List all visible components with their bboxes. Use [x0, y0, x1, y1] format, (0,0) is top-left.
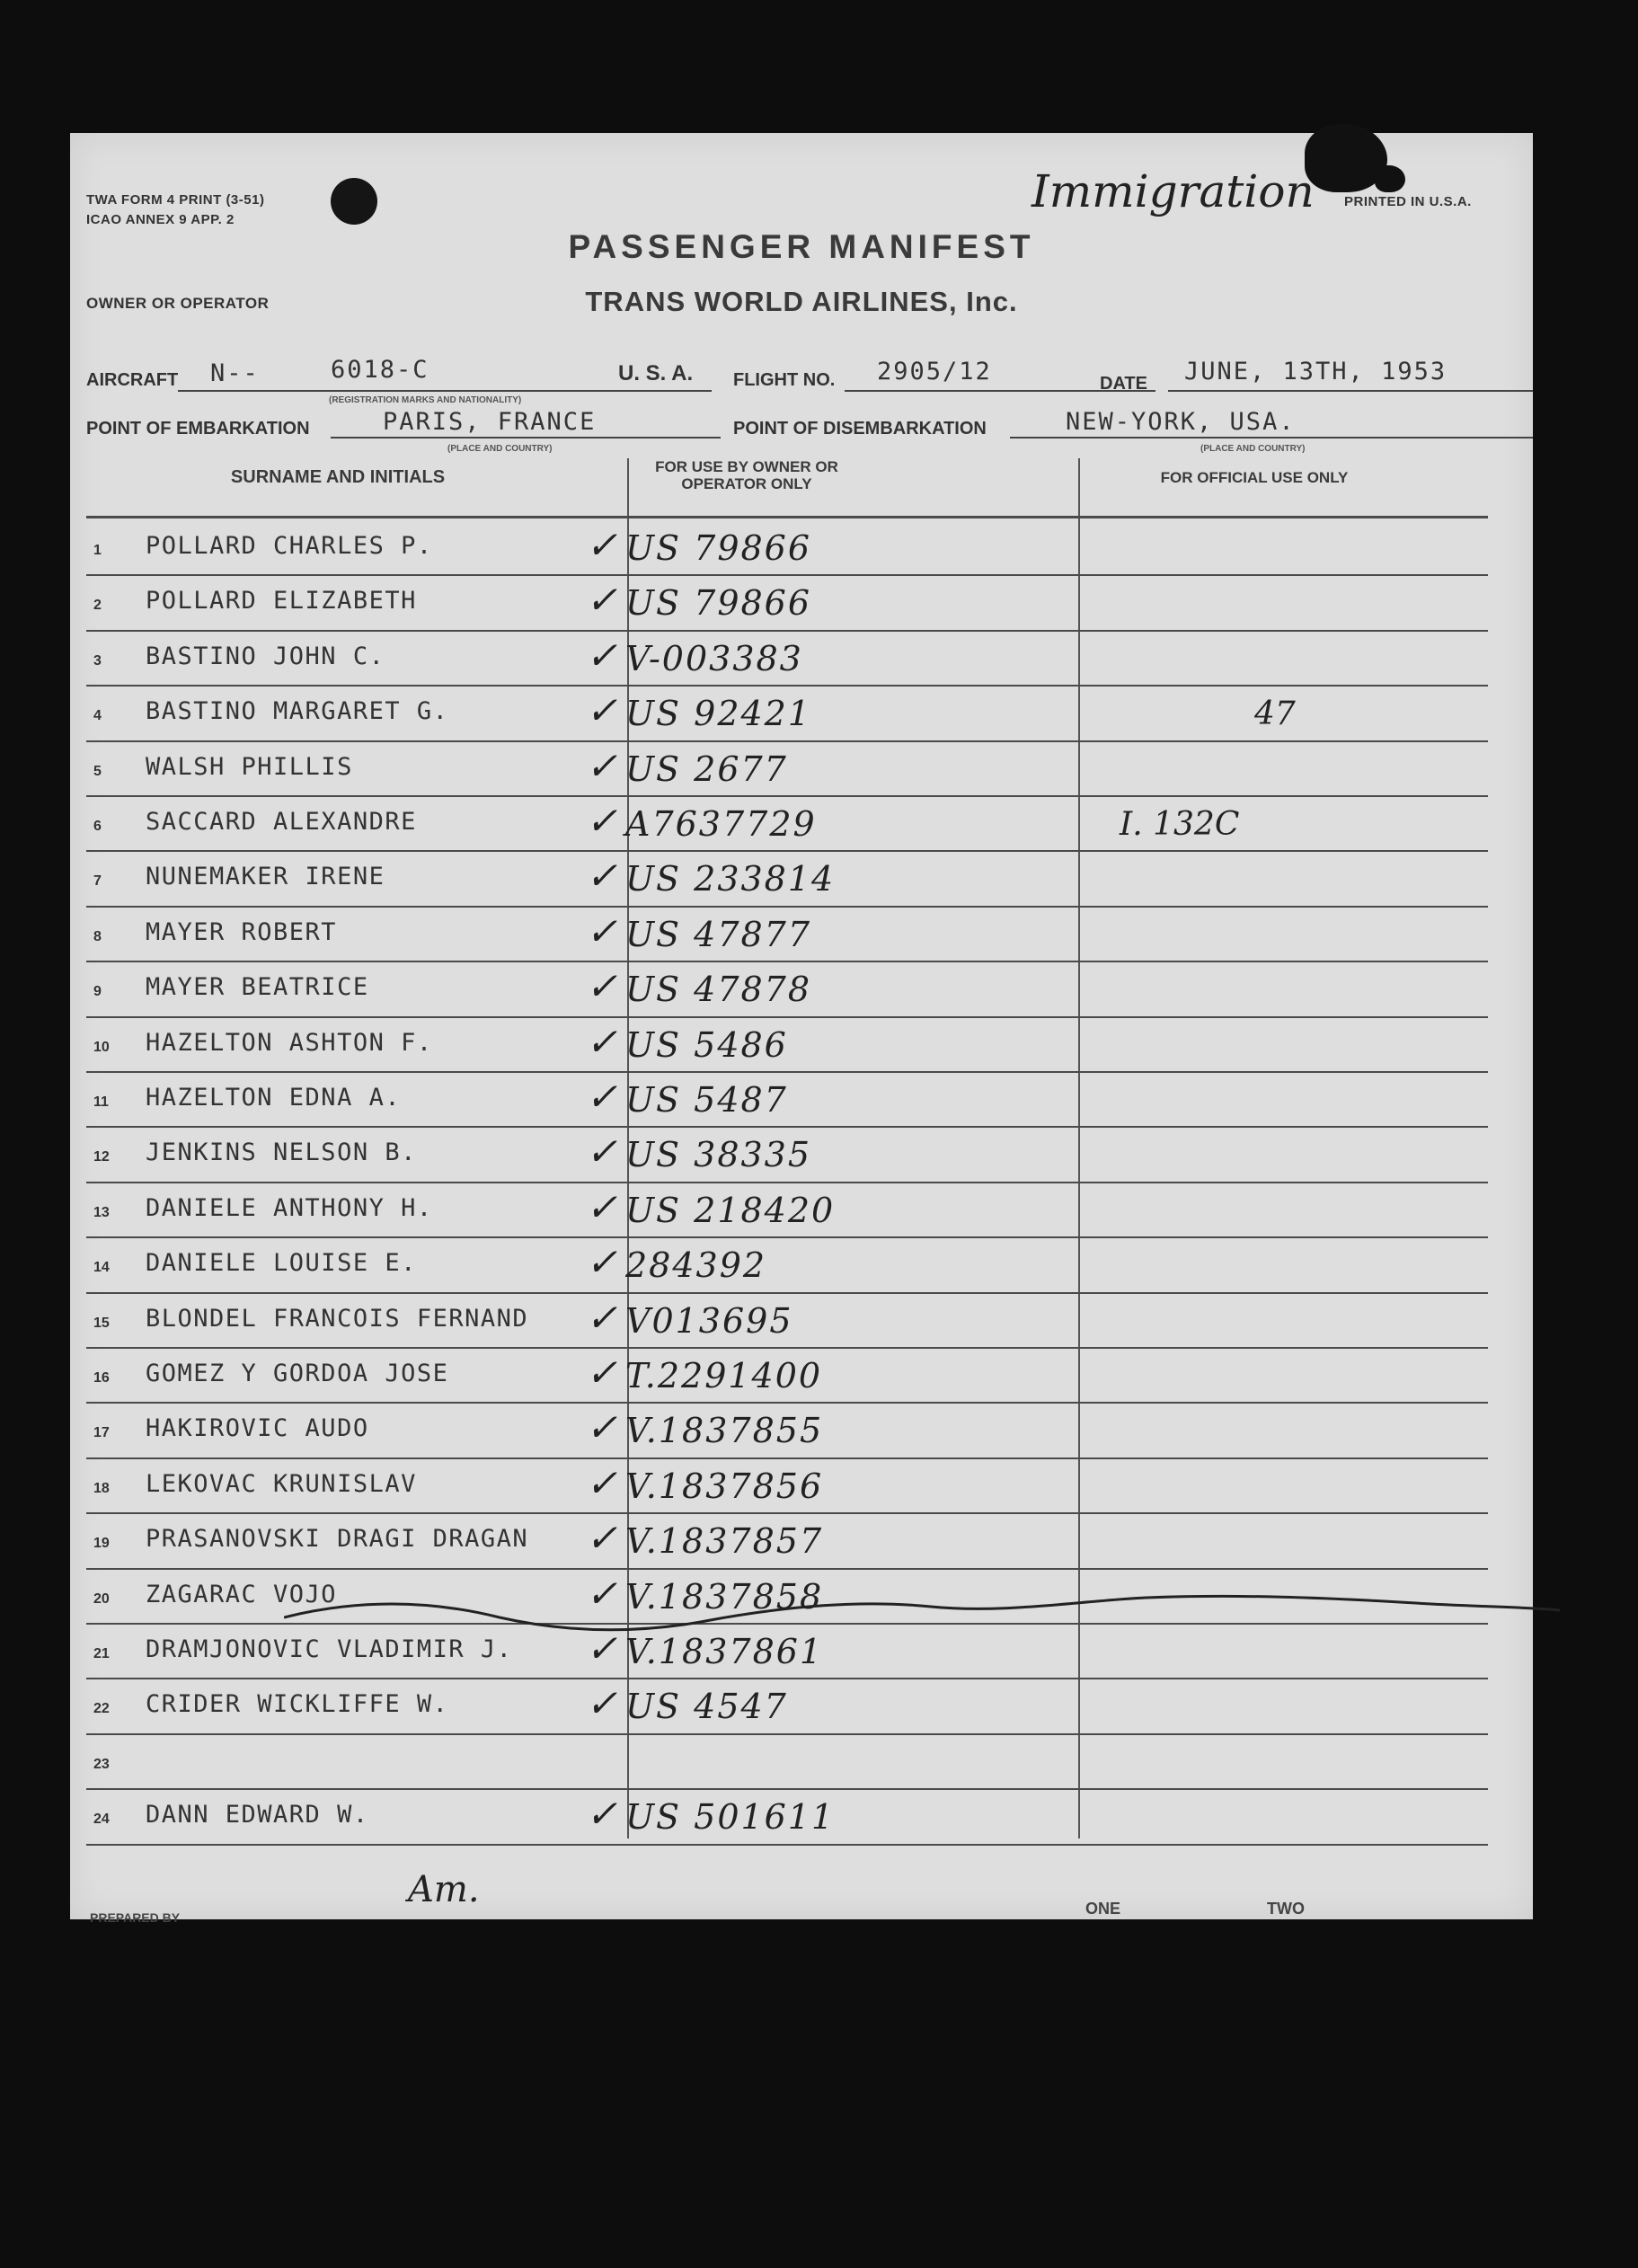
passport-number: T.2291400	[625, 1356, 823, 1395]
table-row	[86, 632, 1488, 687]
check-mark-icon: ✓	[586, 1405, 618, 1450]
row-number: 22	[93, 1701, 110, 1717]
date-label: DATE	[1100, 374, 1147, 394]
table-row	[86, 1679, 1488, 1734]
passenger-name: DANIELE LOUISE E.	[146, 1249, 417, 1278]
table-row	[86, 687, 1488, 741]
row-number: 21	[93, 1646, 110, 1661]
aircraft-prefix: N--	[210, 359, 260, 387]
row-number: 11	[93, 1094, 109, 1110]
form-id-line1: TWA FORM 4 PRINT (3-51)	[86, 192, 265, 208]
table-row	[86, 852, 1488, 907]
check-mark-icon: ✓	[586, 743, 618, 788]
passport-number: US 79866	[625, 583, 812, 624]
row-number: 5	[93, 763, 102, 779]
check-mark-icon: ✓	[586, 523, 618, 567]
passport-number: US 5486	[625, 1024, 788, 1065]
row-number: 20	[93, 1590, 110, 1607]
row-number: 19	[93, 1536, 110, 1552]
passport-number: US 47877	[625, 914, 812, 954]
row-number: 12	[93, 1149, 110, 1165]
passport-number: US 5487	[625, 1080, 788, 1120]
flight-label: FLIGHT NO.	[733, 370, 836, 390]
row-number: 17	[93, 1425, 110, 1441]
col-surname: SURNAME AND INITIALS	[230, 467, 446, 487]
table-row	[86, 576, 1488, 631]
check-mark-icon: ✓	[586, 964, 618, 1009]
disembark-label: POINT OF DISEMBARKATION	[733, 419, 987, 439]
row-number: 18	[93, 1480, 110, 1496]
check-mark-icon: ✓	[586, 1240, 618, 1285]
row-number: 9	[93, 984, 102, 1000]
passport-number: V-003383	[625, 638, 803, 678]
passenger-name: BASTINO JOHN C.	[146, 642, 385, 670]
passenger-name: CRIDER WICKLIFFE W.	[146, 1690, 449, 1719]
form-id-line2: ICAO ANNEX 9 APP. 2	[86, 212, 235, 227]
prepared-by-initials: Am.	[408, 1869, 480, 1910]
passenger-table	[86, 458, 1488, 1838]
embark-underline	[331, 437, 721, 439]
aircraft-nation: U. S. A.	[618, 361, 694, 385]
flight-value: 2905/12	[877, 358, 992, 385]
passenger-name: POLLARD ELIZABETH	[146, 587, 417, 616]
official-note: I. 132C	[1120, 806, 1240, 843]
check-mark-icon: ✓	[586, 1130, 618, 1174]
crossout-line	[284, 1590, 1560, 1644]
aircraft-sub: (REGISTRATION MARKS AND NATIONALITY)	[329, 395, 522, 405]
row-separator	[86, 516, 1488, 518]
passenger-name: PRASANOVSKI DRAGI DRAGAN	[146, 1525, 529, 1554]
passport-number: US 501611	[625, 1797, 836, 1838]
passport-number: US 38335	[625, 1135, 812, 1175]
table-row	[86, 1349, 1488, 1404]
check-mark-icon: ✓	[586, 578, 618, 623]
passenger-name: MAYER ROBERT	[146, 917, 338, 946]
col-official-use: FOR OFFICIAL USE ONLY	[1160, 469, 1349, 486]
table-row	[86, 521, 1488, 576]
passport-number: 284392	[625, 1245, 767, 1286]
table-row	[86, 1294, 1488, 1349]
check-mark-icon: ✓	[586, 1792, 618, 1837]
check-mark-icon: ✓	[586, 1184, 618, 1229]
page-one-label: ONE	[1085, 1900, 1121, 1918]
passenger-name: DANN EDWARD W.	[146, 1801, 369, 1829]
date-value: JUNE, 13TH, 1953	[1184, 358, 1448, 385]
disembark-underline	[1010, 437, 1533, 439]
check-mark-icon: ✓	[586, 908, 618, 953]
owner-label: OWNER OR OPERATOR	[86, 295, 270, 312]
check-mark-icon: ✓	[586, 688, 618, 733]
passenger-name: JENKINS NELSON B.	[146, 1138, 417, 1167]
table-row	[86, 1735, 1488, 1790]
printed-in-usa: PRINTED IN U.S.A.	[1344, 194, 1472, 209]
check-mark-icon: ✓	[586, 1516, 618, 1561]
passenger-name: BLONDEL FRANCOIS FERNAND	[146, 1304, 529, 1333]
col-owner-use: FOR USE BY OWNER OR OPERATOR ONLY	[655, 458, 838, 492]
row-number: 13	[93, 1204, 110, 1220]
check-mark-icon: ✓	[586, 1681, 618, 1726]
passport-number: US 218420	[625, 1190, 836, 1230]
table-row	[86, 1018, 1488, 1073]
passport-number: US 47878	[625, 970, 812, 1010]
check-mark-icon: ✓	[586, 1019, 618, 1064]
row-number: 15	[93, 1315, 110, 1331]
row-number: 2	[93, 598, 102, 614]
check-mark-icon: ✓	[586, 1571, 618, 1616]
check-mark-icon: ✓	[586, 1075, 618, 1119]
passenger-name: MAYER BEATRICE	[146, 973, 369, 1002]
passport-number: A7637729	[625, 804, 817, 844]
check-mark-icon: ✓	[586, 633, 618, 678]
passenger-name: HAZELTON EDNA A.	[146, 1084, 402, 1112]
embark-sub: (PLACE AND COUNTRY)	[447, 444, 553, 454]
table-row	[86, 962, 1488, 1017]
passenger-name: BASTINO MARGARET G.	[146, 697, 449, 726]
passport-number: V013695	[625, 1300, 793, 1341]
prepared-by-label: PREPARED BY	[90, 1910, 181, 1925]
passenger-name: NUNEMAKER IRENE	[146, 863, 385, 891]
table-row	[86, 1404, 1488, 1458]
disembark-sub: (PLACE AND COUNTRY)	[1200, 444, 1306, 454]
page-title: PASSENGER MANIFEST	[568, 228, 1035, 265]
aircraft-value: 6018-C	[331, 356, 429, 384]
check-mark-icon: ✓	[586, 854, 618, 899]
check-mark-icon: ✓	[586, 1626, 618, 1670]
row-number: 1	[93, 543, 102, 558]
passport-number: US 2677	[625, 749, 788, 789]
aircraft-underline	[178, 390, 712, 392]
passport-number: V.1837858	[625, 1576, 824, 1617]
row-number: 7	[93, 873, 102, 890]
table-row	[86, 908, 1488, 962]
page-two-label: TWO	[1267, 1900, 1305, 1918]
passport-number: US 4547	[625, 1687, 788, 1727]
ink-blot	[1375, 165, 1405, 192]
passenger-name: ZAGARAC VOJO	[146, 1580, 338, 1608]
table-row	[86, 1073, 1488, 1128]
row-number: 6	[93, 819, 102, 834]
passenger-name: WALSH PHILLIS	[146, 752, 353, 781]
passenger-name: GOMEZ Y GORDOA JOSE	[146, 1360, 449, 1387]
table-row	[86, 1128, 1488, 1183]
row-number: 3	[93, 652, 102, 669]
passenger-name: HAKIROVIC AUDO	[146, 1414, 369, 1443]
row-number: 8	[93, 928, 102, 944]
row-number: 14	[93, 1260, 110, 1276]
passport-number: V.1837856	[625, 1466, 824, 1506]
row-number: 23	[93, 1756, 110, 1772]
passport-number: V.1837855	[625, 1411, 824, 1451]
table-row	[86, 1459, 1488, 1514]
disembark-value: NEW-YORK, USA.	[1066, 408, 1296, 436]
passport-number: V.1837861	[625, 1632, 824, 1671]
table-row	[86, 1790, 1488, 1845]
embark-label: POINT OF EMBARKATION	[86, 419, 310, 439]
passenger-name: HAZELTON ASHTON F.	[146, 1028, 433, 1057]
passport-number: V.1837857	[625, 1521, 824, 1562]
table-row	[86, 1183, 1488, 1238]
row-number: 16	[93, 1370, 110, 1386]
table-row	[86, 797, 1488, 852]
punch-hole	[331, 178, 377, 225]
row-number: 4	[93, 708, 102, 724]
table-row	[86, 1514, 1488, 1569]
check-mark-icon: ✓	[586, 1460, 618, 1505]
manifest-sheet	[70, 133, 1533, 1925]
passport-number: US 233814	[625, 859, 836, 899]
aircraft-label: AIRCRAFT	[86, 370, 179, 390]
row-number: 10	[93, 1039, 110, 1055]
official-note: 47	[1254, 695, 1296, 733]
date-underline	[1168, 390, 1533, 392]
passenger-name: SACCARD ALEXANDRE	[146, 808, 417, 836]
table-row	[86, 1238, 1488, 1293]
table-row	[86, 742, 1488, 797]
check-mark-icon: ✓	[586, 1295, 618, 1340]
passport-number: US 92421	[625, 694, 812, 734]
handwritten-immigration: Immigration	[1031, 165, 1315, 217]
airline-name: TRANS WORLD AIRLINES, Inc.	[585, 286, 1018, 317]
passenger-name: DANIELE ANTHONY H.	[146, 1193, 433, 1222]
passenger-name: POLLARD CHARLES P.	[146, 532, 433, 560]
embark-value: PARIS, FRANCE	[383, 408, 597, 436]
passenger-name: LEKOVAC KRUNISLAV	[146, 1469, 417, 1498]
row-number: 24	[93, 1812, 110, 1828]
passport-number: US 79866	[625, 528, 812, 568]
check-mark-icon: ✓	[586, 1351, 618, 1395]
row-separator	[86, 1844, 1488, 1846]
check-mark-icon: ✓	[586, 799, 618, 843]
passenger-name: DRAMJONOVIC VLADIMIR J.	[146, 1635, 513, 1663]
